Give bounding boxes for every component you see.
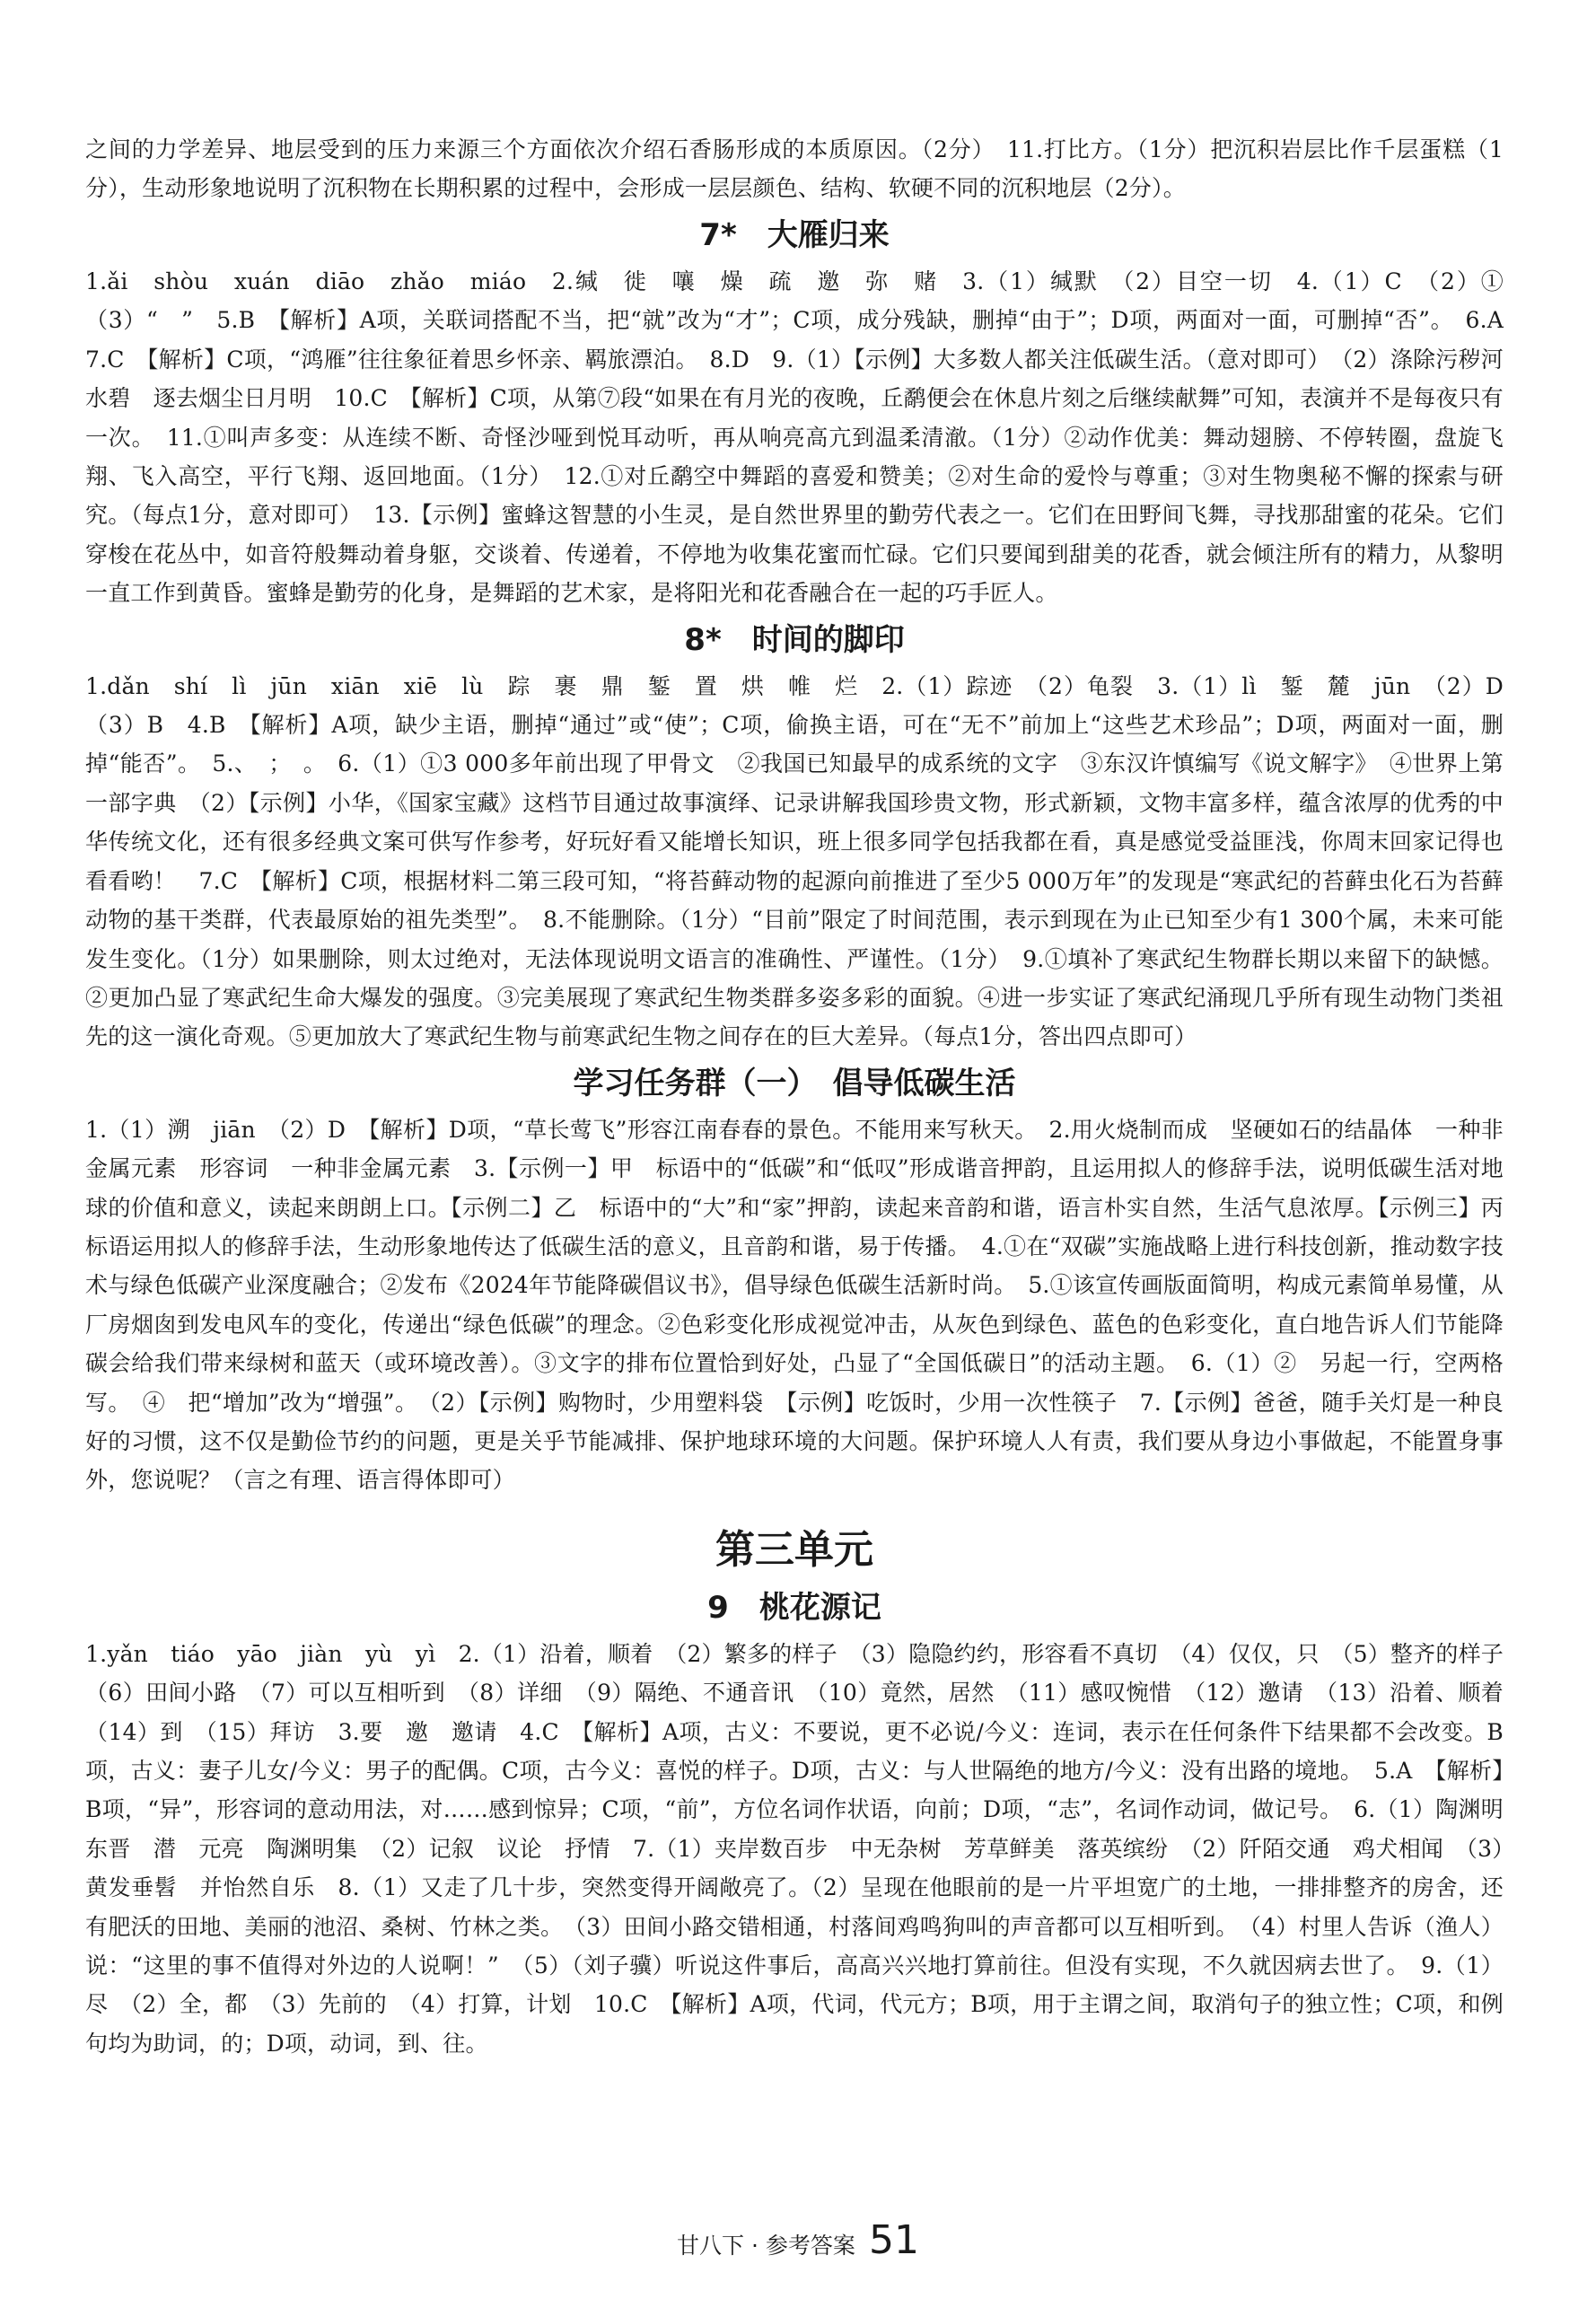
lesson-7-body: 1.ǎi shòu xuán diāo zhǎo miáo 2.缄 徙 嚷 燥 疏 邀 弥 赌 3.（1）缄默 （2）目空一切 4.（1）C （2）①（3）“ ” 5.B 【解析】A项，关联词搭配不当，把“就”改为“才”；C项，成分残缺，删掉“由于”；D项，两面对一面，可删掉“否”。 6.A 7.C 【解析】C项，“鸿雁”往往象征着思乡怀亲、羁旅漂泊。 8.D 9.（1）【示例】大多数人都关注低碳生活。（意对即可） （2）涤除污秽河水碧 逐去烟尘日月明 10.C 【解析】C项，从第⑦段“如果在有月光的夜晚，丘鹬便会在休息片刻之后继续献舞”可知，表演并不是每夜只有一次。 11.①叫声多变：从连续不断、奇怪沙哑到悦耳动听，再从响亮高亢到温柔清澈。（1分）②动作优美：舞动翅膀、不停转圈，盘旋飞翔、飞入高空，平行飞翔、返回地面。（1分） 12.①对丘鹬空中舞蹈的喜爱和赞美；②对生命的爱怜与尊重；③对生物奥秘不懈的探索与研究。（每点1分，意对即可） 13.【示例】蜜蜂这智慧的小生灵，是自然世界里的勤劳代表之一。它们在田野间飞舞，寻找那甜蜜的花朵。它们穿梭在花丛中，如音符般舞动着身躯，交谈着、传递着，不停地为收集花蜜而忙碌。它们只要闻到甜美的花香，就会倾注所有的精力，从黎明一直工作到黄昏。蜜蜂是勤劳的化身，是舞蹈的艺术家，是将阳光和花香融合在一起的巧手匠人。 (85, 268, 1527, 607)
lesson-9-title: 9 桃花源记 (707, 1589, 881, 1626)
lesson-8-body: 1.dǎn shí lì jūn xiān xiē lù 踪 裹 鼎 錾 置 烘 帷 烂 2.（1）踪迹 （2）龟裂 3.（1）lì 錾 麓 jūn （2）D （3）B 4.B 【解析】A项，缺少主语，删掉“通过”或“使”；C项，偷换主语，可在“无不”前加上“这些艺术珍品”；D项，两面对一面，删掉“能否”。 5.、 ； 。 6.（1）①3 000多年前出现了甲骨文 ②我国已知最早的成系统的文字 ③东汉许慎编写《说文解字》 ④世界上第一部字典 （2）【示例】小华，《国家宝藏》这档节目通过故事演绎、记录讲解我国珍贵文物，形式新颖，文物丰富多样，蕴含浓厚的优秀的中华传统文化，还有很多经典文案可供写作参考，好玩好看又能增长知识，班上很多同学包括我都在看，真是感觉受益匪浅，你周末回家记得也看看哟！ 7.C 【解析】C项，根据材料二第三段可知，“将苔藓动物的起源向前推进了至少5 000万年”的发现是“寒武纪的苔藓虫化石为苔藓动物的基干类群，代表最原始的祖先类型”。 8.不能删除。（1分）“目前”限定了时间范围，表示到现在为止已知至少有1 300个属，未来可能发生变化。（1分）如果删除，则太过绝对，无法体现说明文语言的准确性、严谨性。（1分） 9.①填补了寒武纪生物群长期以来留下的缺憾。②更加凸显了寒武纪生命大爆发的强度。③完美展现了寒武纪生物类群多姿多彩的面貌。④进一步实证了寒武纪涌现几乎所有现生动物门类祖先的这一演化奇观。⑤更加放大了寒武纪生物与前寒武纪生物之间存在的巨大差异。（每点1分，答出四点即可） (85, 672, 1527, 1050)
answer-page (85, 130, 1527, 2063)
intro-paragraph: 之间的力学差异、地层受到的压力来源三个方面依次介绍石香肠形成的本质原因。（2分） 11.打比方。（1分）把沉积岩层比作千层蛋糕（1分），生动形象地说明了沉积物在长期积累的过程中，会形成一层层颜色、结构、软硬不同的沉积地层（2分）。 (85, 136, 1504, 202)
lesson-8-title: 8* 时间的脚印 (684, 621, 905, 658)
section-lesson-8 (85, 613, 1527, 1057)
lesson-9-body: 1.yǎn tiáo yāo jiàn yù yì 2.（1）沿着，顺着 （2）繁多的样子 （3）隐隐约约，形容看不真切 （4）仅仅，只 （5）整齐的样子 （6）田间小路 （7）可以互相听到 （8）详细 （9）隔绝、不通音讯 （10）竟然，居然 （11）感叹惋惜 （12）邀请 （13）沿着、顺着 （14）到 （15）拜访 3.要 邀 邀请 4.C 【解析】A项，古义：不要说，更不必说/今义：连词，表示在任何条件下结果都不会改变。B项，古义：妻子儿女/今义：男子的配偶。C项，古今义：喜悦的样子。D项，古义：与人世隔绝的地方/今义：没有出路的境地。 5.A 【解析】B项，“异”，形容词的意动用法，对……感到惊异；C项，“前”，方位名词作状语，向前；D项，“志”，名词作动词，做记号。 6.（1）陶渊明 东晋 潜 元亮 陶渊明集 （2）记叙 议论 抒情 7.（1）夹岸数百步 中无杂树 芳草鲜美 落英缤纷 （2）阡陌交通 鸡犬相闻 （3）黄发垂髫 并怡然自乐 8.（1）又走了几十步，突然变得开阔敞亮了。（2）呈现在他眼前的是一片平坦宽广的土地，一排排整齐的房舍，还有肥沃的田地、美丽的池沼、桑树、竹林之类。 （3）田间小路交错相通，村落间鸡鸣狗叫的声音都可以互相听到。 （4）村里人告诉（渔人）说：“这里的事不值得对外边的人说啊！” （5）（刘子骥）听说这件事后，高高兴兴地打算前往。但没有实现，不久就因病去世了。 9.（1）尽 （2）全，都 （3）先前的 （4）打算，计划 10.C 【解析】A项，代词，代元方；B项，用于主谓之间，取消句子的独立性；C项，和例句均为助词，的；D项，动词，到、往。 (85, 1640, 1527, 2057)
page-number: 51 (868, 2217, 919, 2263)
section-lesson-7 (85, 208, 1527, 613)
page-footer (0, 2217, 1596, 2263)
section-lesson-9 (85, 1581, 1527, 2063)
lesson-7-title: 7* 大雁归来 (699, 217, 890, 253)
task-group-1-title: 学习任务群（一） 倡导低碳生活 (573, 1065, 1016, 1101)
section-task-group-1 (85, 1057, 1527, 1500)
footer-label: 甘八下 · 参考答案 (677, 2233, 855, 2259)
unit-3-title: 第三单元 (715, 1526, 873, 1573)
task-group-1-body: 1.（1）溯 jiān （2）D 【解析】D项，“草长莺飞”形容江南春春的景色。不能用来写秋天。 2.用火烧制而成 坚硬如石的结晶体 一种非金属元素 形容词 一种非金属元素 3.【示例一】甲 标语中的“低碳”和“低叹”形成谐音押韵，且运用拟人的修辞手法，说明低碳生活对地球的价值和意义，读起来朗朗上口。【示例二】乙 标语中的“大”和“家”押韵，读起来音韵和谐，语言朴实自然，生活气息浓厚。【示例三】丙 标语运用拟人的修辞手法，生动形象地传达了低碳生活的意义，且音韵和谐，易于传播。 4.①在“双碳”实施战略上进行科技创新，推动数字技术与绿色低碳产业深度融合；②发布《2024年节能降碳倡议书》，倡导绿色低碳生活新时尚。 5.①该宣传画版面简明，构成元素简单易懂，从厂房烟囱到发电风车的变化，传递出“绿色低碳”的理念。②色彩变化形成视觉冲击，从灰色到绿色、蓝色的色彩变化，直白地告诉人们节能降碳会给我们带来绿树和蓝天（或环境改善）。③文字的排布位置恰到好处，凸显了“全国低碳日”的活动主题。 6.（1）② 另起一行，空两格写。 ④ 把“增加”改为“增强”。 （2）【示例】购物时，少用塑料袋 【示例】吃饭时，少用一次性筷子 7.【示例】爸爸，随手关灯是一种良好的习惯，这不仅是勤俭节约的问题，更是关乎节能减排、保护地球环境的大问题。保护环境人人有责，我们要从身边小事做起，不能置身事外，您说呢？（言之有理、语言得体即可） (85, 1116, 1527, 1494)
